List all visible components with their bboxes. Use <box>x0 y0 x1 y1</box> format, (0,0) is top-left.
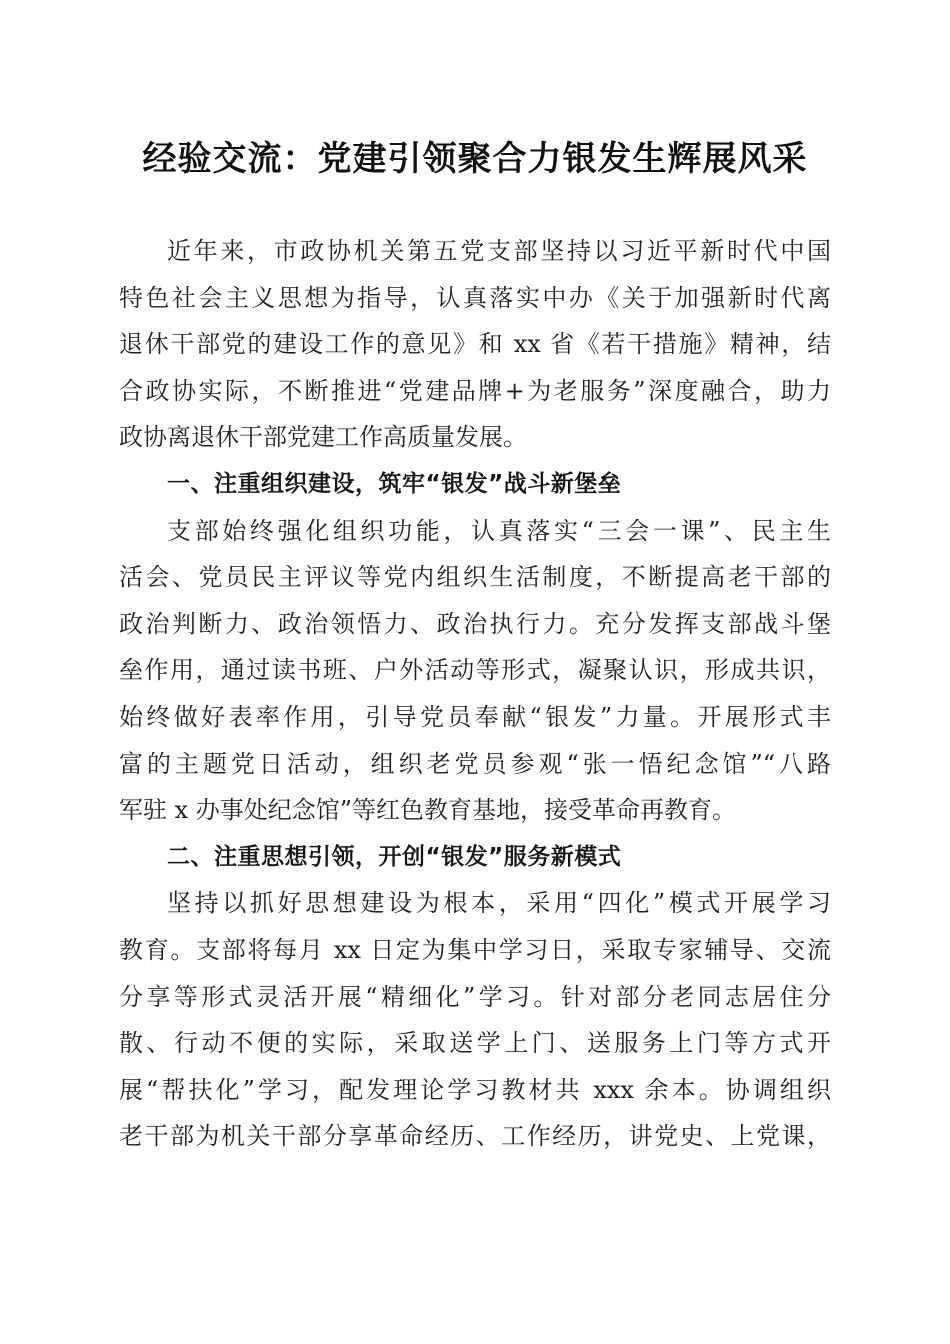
paragraph-line: 教育。支部将每月 xx 日定为集中学习日，采取专家辅导、交流 <box>119 935 831 964</box>
paragraph-line: 近年来，市政协机关第五党支部坚持以习近平新时代中国 <box>167 237 831 265</box>
paragraph-line: 特色社会主义思想为指导，认真落实中办《关于加强新时代离 <box>119 283 831 312</box>
section-heading-1: 一、注重组织建设，筑牢“银发”战斗新堡垒 <box>167 470 622 497</box>
paragraph-line: 政协离退休干部党建工作高质量发展。 <box>119 423 527 452</box>
paragraph-line: 退休干部党的建设工作的意见》和 xx 省《若干措施》精神，结 <box>119 330 831 359</box>
section-heading-2: 二、注重思想引领，开创“银发”服务新模式 <box>167 843 622 870</box>
paragraph-line: 始终做好表率作用，引导党员奉献“银发”力量。开展形式丰 <box>119 702 831 731</box>
paragraph-line: 展“帮扶化”学习，配发理论学习教材共 xxx 余本。协调组织 <box>119 1075 831 1104</box>
paragraph-line: 分享等形式灵活开展“精细化”学习。针对部分老同志居住分 <box>119 982 831 1011</box>
paragraph-line: 坚持以抓好思想建设为根本，采用“四化”模式开展学习 <box>167 889 831 918</box>
paragraph-line: 活会、党员民主评议等党内组织生活制度，不断提高老干部的 <box>119 563 831 592</box>
intro-paragraph <box>119 228 831 461</box>
paragraph-line: 军驻 x 办事处纪念馆”等红色教育基地，接受革命再教育。 <box>119 796 737 825</box>
paragraph-line: 富的主题党日活动，组织老党员参观“张一悟纪念馆”“八路 <box>119 749 831 778</box>
section-1-paragraph <box>119 508 831 834</box>
section-2-paragraph <box>119 880 831 1160</box>
paragraph-line: 政治判断力、政治领悟力、政治执行力。充分发挥支部战斗堡 <box>119 609 831 638</box>
paragraph-line: 垒作用，通过读书班、户外活动等形式，凝聚认识，形成共识， <box>119 656 831 685</box>
document-body <box>119 228 831 1160</box>
paragraph-line: 支部始终强化组织功能，认真落实“三会一课”、民主生 <box>167 516 831 545</box>
document-title: 经验交流：党建引领聚合力银发生辉展风采 <box>142 139 808 179</box>
paragraph-line: 合政协实际，不断推进“党建品牌+为老服务”深度融合，助力 <box>119 376 831 405</box>
paragraph-line: 老干部为机关干部分享革命经历、工作经历，讲党史、上党课， <box>119 1122 831 1151</box>
paragraph-line: 散、行动不便的实际，采取送学上门、送服务上门等方式开 <box>119 1029 831 1058</box>
